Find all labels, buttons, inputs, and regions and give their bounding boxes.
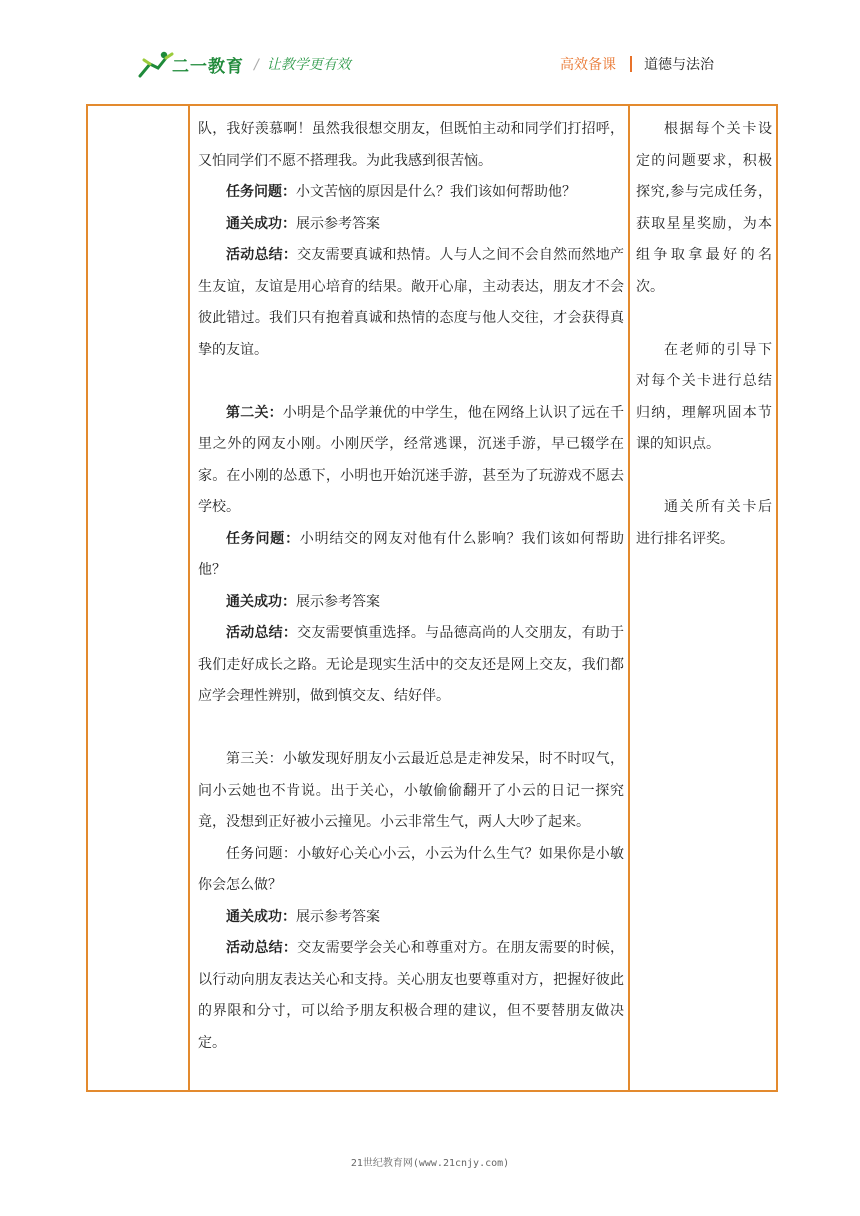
paragraph-label: 活动总结： — [226, 625, 298, 641]
paragraph-text: 小明结交的网友对他有什么影响？我们该如何帮助他？ — [198, 530, 625, 578]
student-activity-column — [636, 114, 772, 555]
paragraph: 在老师的引导下对每个关卡进行总结归纳，理解巩固本节课的知识点。 — [636, 341, 772, 452]
slogan-text: 让教学更有效 — [266, 57, 351, 73]
table-divider-2 — [628, 104, 630, 1092]
paragraph-text: 交友需要真诚和热情。人与人之间不会自然而然地产生友谊，友谊是用心培育的结果。敞开心扉，主动表达，朋友才不会彼此错过。我们只有抱着真诚和热情的态度与他人交往，才会获得真挚的友谊。 — [198, 247, 625, 358]
paragraph — [198, 839, 624, 902]
paragraph — [198, 524, 624, 587]
paragraph: 根据每个关卡设定的问题要求，积极探究,参与完成任务，获取星星奖励，为本组争取拿最好的名次。 — [636, 121, 772, 295]
header-right — [560, 54, 714, 74]
teacher-activity-column — [198, 114, 624, 1059]
section-label: 高效备课 — [560, 57, 616, 73]
divider — [630, 56, 632, 72]
paragraph: 通关所有关卡后进行排名评奖。 — [636, 499, 772, 547]
page-header — [0, 0, 860, 100]
spacer — [198, 366, 624, 398]
table-divider-1 — [188, 104, 190, 1092]
paragraph — [198, 240, 624, 366]
paragraph-text: 展示参考答案 — [296, 908, 380, 925]
table-border-left — [86, 104, 88, 1092]
paragraph-text: 任务问题：小敏好心关心小云，小云为什么生气？如果你是小敏你会怎么做？ — [198, 845, 624, 893]
slogan: / 让教学更有效 — [254, 57, 351, 73]
paragraph-label: 通关成功： — [226, 908, 296, 925]
paragraph — [198, 902, 624, 934]
logo-text: 二一教育 — [172, 57, 244, 77]
paragraph-label: 第二关： — [226, 404, 283, 421]
paragraph-text: 小文苦恼的原因是什么？我们该如何帮助他？ — [296, 184, 576, 200]
paragraph-text: 交友需要学会关心和尊重对方。在朋友需要的时候，以行动向朋友表达关心和支持。关心朋友也要尊重对方，把握好彼此的界限和分寸，可以给予朋友积极合理的建议，但不要替朋友做决定。 — [198, 940, 625, 1051]
paragraph — [198, 744, 624, 839]
paragraph-text: 展示参考答案 — [296, 593, 380, 610]
paragraph-label: 活动总结： — [226, 940, 298, 956]
paragraph-label: 任务问题： — [226, 530, 300, 547]
subject-label: 道德与法治 — [644, 57, 714, 73]
table-border-right — [776, 104, 778, 1092]
paragraph — [198, 587, 624, 619]
paragraph-label: 通关成功： — [226, 215, 296, 232]
paragraph — [198, 177, 624, 209]
paragraph-label: 通关成功： — [226, 593, 296, 610]
paragraph-text: 交友需要慎重选择。与品德高尚的人交朋友，有助于我们走好成长之路。无论是现实生活中的交友还是网上交友，我们都应学会理性辨别，做到慎交友、结好伴。 — [198, 625, 625, 704]
spacer — [636, 461, 772, 493]
spacer — [636, 303, 772, 335]
page-footer: 21世纪教育网(www.21cnjy.com) — [350, 1158, 510, 1169]
paragraph-text: 小明是个品学兼优的中学生，他在网络上认识了远在千里之外的网友小刚。小刚厌学，经常逃课，沉迷手游，早已辍学在家。在小刚的怂恿下，小明也开始沉迷手游，甚至为了玩游戏不愿去学校。 — [198, 404, 625, 515]
paragraph — [198, 618, 624, 713]
spacer — [198, 713, 624, 745]
paragraph — [198, 114, 624, 177]
paragraph — [198, 209, 624, 241]
paragraph — [198, 933, 624, 1059]
paragraph-text: 队，我好羡慕啊！虽然我很想交朋友，但既怕主动和同学们打招呼，又怕同学们不愿不搭理我。为此我感到很苦恼。 — [198, 121, 624, 169]
paragraph-label: 活动总结： — [226, 247, 298, 263]
paragraph-text: 展示参考答案 — [296, 215, 380, 232]
paragraph-label: 任务问题： — [226, 184, 296, 200]
paragraph-text: 第三关：小敏发现好朋友小云最近总是走神发呆，时不时叹气，问小云她也不肯说。出于关心，小敏偷偷翻开了小云的日记一探究竟，没想到正好被小云撞见。小云非常生气，两人大吵了起来。 — [198, 751, 624, 830]
paragraph — [198, 398, 624, 524]
